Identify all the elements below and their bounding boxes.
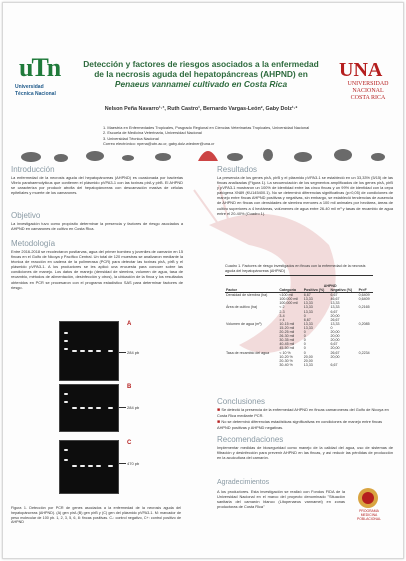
cat-silhouette-icon <box>371 153 385 161</box>
table-cell: 26-30 mil <box>279 334 295 339</box>
gel-c-bp: 470 pb <box>127 461 140 466</box>
figure-caption: Figura 1. Detección por PCR de genes asociados a la enfermedad de la necrosis aguda del hepatopáncreas (AHPND). (A) gen pirA (B) gen pirB y (C) gen del plásmido pVPA3-1. M: marcador de peso molecular de 100 pb. 1, 2, 3, 5, 6, 8: fincas positivas. C-: control negativo, C+: control positivo de AHPND <box>11 506 181 525</box>
recommendations-text: Implementar medidas de bioseguridad como manejo de la calidad del agua, uso de sistemas de filtración y desinfección para prevenir AHPND en las fincas, y así reducir las pérdidas de producción en la acuicultura del camarón. <box>217 445 393 461</box>
conclusion-text: No se determinó diferencias estadísticas significativas en condiciones de manejo entre fincas AHPND positivas y AHPND negativas. <box>217 419 383 431</box>
pig-silhouette-icon <box>54 154 68 162</box>
logo-text-line: POBLACIONAL <box>357 517 381 521</box>
una-logo-line1: UNIVERSIDAD <box>347 81 389 87</box>
gel-b-image <box>59 384 119 432</box>
table-cell: 0 <box>303 334 306 339</box>
table-cell: 20,00 <box>330 313 340 318</box>
table-cell: 13,33 <box>330 305 340 310</box>
table-cell: 0,6409 <box>358 297 370 302</box>
gel-band <box>88 465 93 467</box>
table-header-cell: Categoría <box>279 288 296 293</box>
table-cell: 0 <box>303 350 306 355</box>
title-line-1: Detección y factores de riesgos asociados a la enfermedad <box>83 59 319 69</box>
gel-b-label: B <box>127 384 132 390</box>
table-cell: 13,33 <box>303 301 313 306</box>
table-cell: 13,33 <box>303 325 313 330</box>
table-cell: Tasa de recambio del agua <box>226 350 270 355</box>
affiliation-email: Correo electrónico: npena@utn.ac.cr, gaby.dolz.wiedner@una.cr <box>103 140 215 146</box>
intro-text: La enfermedad de la necrosis aguda del hepatopáncreas (AHPND) es ocasionada por bacterias Vibrio parahaemolyticus que contienen el plásmido pVPA3-1 con las toxinas pirA y pirB. El AHPND se caracteriza por producir atrofia del hepatopáncreas con descamación masiva de células epiteliales y muerte de los camarones. <box>11 175 183 196</box>
table-cell: 10-15 mil <box>279 321 295 326</box>
table-cell: 20,00 <box>330 346 340 351</box>
gel-band <box>72 465 77 467</box>
table-cell: 100.000 mil <box>279 301 299 306</box>
gel-b-arrow <box>119 407 126 408</box>
gel-band <box>108 407 113 409</box>
gel-band <box>108 350 113 352</box>
authors: Nelson Peña Navarro¹·³, Ruth Castro¹, Bernardo Vargas-León², Gaby Dolz¹·² <box>104 106 298 112</box>
horse-silhouette-icon <box>86 151 104 161</box>
table-cell: 13,33 <box>330 301 340 306</box>
table-cell: 0 <box>303 313 306 318</box>
acknowledgments-text: A los productores. Esta investigación se realizó con Fondos FIDA de la Universidad Nacional en el marco del proyecto denominado "Situación sanitaria del camarón blanco (Litopenaeus vannamei) en zonas productoras de Costa Rica" <box>217 489 345 510</box>
table-cell: 20,00 <box>330 330 340 335</box>
title-line-2: de la necrosis aguda del hepatopáncreas (AHPND) en <box>94 69 308 79</box>
acknowledgments-heading: Agradecimientos <box>217 479 270 486</box>
table-cell: 40-45 mil <box>279 342 295 347</box>
gel-band <box>108 465 113 467</box>
table-cell: 13,33 <box>330 321 340 326</box>
table-cell: <100 mil <box>279 293 294 298</box>
table-header-cell: Pr>F <box>358 288 367 293</box>
table-cell: 2-3 <box>279 309 285 314</box>
gel-a-image <box>59 321 119 381</box>
table-cell: 6,67 <box>330 342 338 347</box>
gel-band <box>64 459 68 461</box>
table-cell: 0 <box>330 325 333 330</box>
table-cell: 6,67 <box>330 362 338 367</box>
results-text: La presencia de los genes pirA, pirB y el plásmido pVPA3-1 se estableció en un 33,33% (5/15) de las fincas analizadas (Figura 1). La secuenciación de los segmentos amplificados de los genes pirA, pirB y pVPA3-1 mostraron un 100% de identidad entre las cinco fincas y un 99% de identidad con la cepa patógena XN89 (KU145400.1). No se determinó diferencias significativas (p>0,05) de condiciones de manejo entre fincas AHPND positivas y negativas, sin embargo, se estableció tendencias de ausencia de AHPND en fincas con densidades de siembra menores a 100 mil animales por hectárea, áreas de cultivo superiores a 4 hectáreas, volúmenes de agua entre 26-40 mil m³ y tasas de recambio de agua entre el 20-40% (Cuadro 1). <box>217 175 393 216</box>
utn-logo-mark: uTn <box>19 53 60 82</box>
gel-band <box>88 407 93 409</box>
intro-heading: Introducción <box>11 165 55 174</box>
table-cell: 20-30 % <box>279 358 293 363</box>
goat-silhouette-icon <box>155 153 171 161</box>
gel-band <box>96 407 101 409</box>
table-cell: 0 <box>303 338 306 343</box>
gel-band <box>88 350 93 352</box>
table-cell: 0 <box>303 346 306 351</box>
gel-band <box>64 348 68 350</box>
medicina-poblacional-logo-text <box>348 509 390 521</box>
table-cell: 20,00 <box>303 354 313 359</box>
table-cell: < 2 <box>279 305 285 310</box>
table-cell: 30-40 % <box>279 362 293 367</box>
poster <box>2 2 404 559</box>
table-top-rule <box>225 275 373 276</box>
affiliation-1: 1. Maestría en Enfermedades Tropicales, Posgrado Regional en Ciencias Veterinarias Tropicales, Universidad Nacional <box>103 125 310 130</box>
table-header-cell: Positivo (%) <box>303 288 325 293</box>
utn-logo-line1: Universidad <box>15 84 44 90</box>
table-cell: 15-20 mil <box>279 325 295 330</box>
table-cell: 20-25 mil <box>279 330 295 335</box>
gel-band <box>72 350 77 352</box>
table-cell: 0,2165 <box>358 305 370 310</box>
table-cell: 0,2234 <box>358 350 370 355</box>
affiliation-3: 3. Universidad Técnica Nacional <box>103 135 159 141</box>
gel-band <box>96 350 101 352</box>
table-cell: Volumen de agua (m³) <box>226 321 262 326</box>
gel-band <box>64 449 68 451</box>
table-cell: Área de cultivo (ha) <box>226 305 258 310</box>
bullet-icon: ■ <box>217 419 222 425</box>
table-cell: 0,2085 <box>358 321 370 326</box>
gel-c-image <box>59 440 119 494</box>
method-text: Entre 2016-2018 se recolectaron postlarvas, agua del primer bombeo y juveniles de camarón en 15 fincas en el Golfo de Nicoya y Pacífico Central. Un total de 120 muestras se analizaron mediante la técnica de reacción en cadena de la polimerasa (PCR) para detectar las toxinas pirA, pirB y el plásmido pVPA3-1. A los productores se les aplicó una encuesta para conocer sobre las condiciones de manejo. Los datos de manejo (densidad de siembra, volumen de agua, tasa de recambio, métodos de alimentación, desinfección y otros), la ubicación de la finca y los resultados obtenidos en PCR se procesaron con el programa estadístico SAS para determinar factores de riesgo. <box>11 249 183 290</box>
table-cell: 13,33 <box>303 309 313 314</box>
table-cell <box>225 363 278 367</box>
gel-band <box>80 465 85 467</box>
una-logo <box>337 59 397 109</box>
dog-silhouette-icon <box>227 153 243 161</box>
table-header-cell: Negativo (%) <box>330 288 353 293</box>
table-cell: 0 <box>303 330 306 335</box>
conclusion-text: Se detectó la presencia de la enfermedad AHPND en fincas camaroneras del Golfo de Nicoya en Costa Rica mediante PCR. <box>217 407 389 419</box>
table-cell: 20,00 <box>330 334 340 339</box>
gel-band <box>96 465 101 467</box>
table-cell <box>358 363 373 367</box>
gel-band <box>64 332 68 334</box>
gel-band <box>64 393 68 395</box>
risk-factor-table <box>225 284 373 367</box>
table-cell: > 4 <box>279 317 285 322</box>
table-cell: 6,67 <box>330 309 338 314</box>
gel-band <box>80 350 85 352</box>
table-cell: 100.000 mil <box>279 297 299 302</box>
table-cell: 20,00 <box>330 338 340 343</box>
una-logo-line2: NACIONAL <box>352 88 384 94</box>
objective-heading: Objetivo <box>11 211 41 220</box>
affiliation-2: 2. Escuela de Medicina Veterinaria, Universidad Nacional <box>103 130 202 136</box>
table-group-header: AHPND <box>323 284 337 288</box>
table-cell: 26,67 <box>330 317 340 322</box>
medicina-poblacional-logo-icon <box>350 487 386 509</box>
animal-silhouettes <box>3 139 403 165</box>
method-heading: Metodología <box>11 239 56 248</box>
table-cell: 20,00 <box>330 354 340 359</box>
conclusion-item <box>217 419 393 430</box>
table-row <box>225 363 373 367</box>
recommendations-heading: Recomendaciones <box>217 435 284 444</box>
results-heading: Resultados <box>217 165 258 174</box>
logo-text-line: PROGRAMA <box>359 509 379 513</box>
gel-a-bp: 284 pb <box>127 350 140 355</box>
deer-silhouette-icon <box>334 149 352 161</box>
gel-band <box>64 340 68 342</box>
table-cell: 10-20 % <box>279 354 293 359</box>
utn-logo-line2: Técnica Nacional <box>15 91 56 97</box>
bullet-icon: ■ <box>217 407 222 413</box>
bird-silhouette-icon <box>263 149 273 161</box>
gel-c-arrow <box>119 463 126 464</box>
poster-title <box>67 59 335 89</box>
table-cell: 20,00 <box>303 358 313 363</box>
conclusions-heading: Conclusiones <box>217 397 266 406</box>
table-cell: 46,67 <box>330 297 340 302</box>
table-cell: 45-50 mil <box>279 346 295 351</box>
table-cell: 13,33 <box>303 321 313 326</box>
sheep-silhouette-icon <box>294 152 312 162</box>
fish-silhouette-icon <box>122 155 134 161</box>
cow-silhouette-icon <box>21 152 41 162</box>
table-cell: 0,6409 <box>358 293 370 298</box>
table-cell: 30-35 mil <box>279 338 295 343</box>
una-logo-line3: COSTA RICA <box>350 95 386 101</box>
gel-band <box>72 407 77 409</box>
table-cell: 26,67 <box>330 350 340 355</box>
gel-band <box>64 401 68 403</box>
table-body <box>225 293 373 367</box>
table-cell: < 10 % <box>279 350 291 355</box>
una-logo-mark: UNA <box>339 59 383 81</box>
heart-silhouette-icon <box>198 151 218 161</box>
conclusion-item <box>217 407 393 418</box>
gel-b-bp: 284 pb <box>127 405 140 410</box>
objective-text: La investigación tuvo como propósito determinar la presencia y factores de riesgo asociados a AHPND en camarones de cultivo en Costa Rica. <box>11 221 183 232</box>
table-cell: 6,67 <box>303 317 311 322</box>
title-line-3: Penaeus vannamei cultivado en Costa Rica <box>114 79 288 89</box>
table-cell: 13,33 <box>303 297 313 302</box>
gel-band <box>80 407 85 409</box>
table-cell: 6,67 <box>330 293 338 298</box>
table-cell: 13,33 <box>303 305 313 310</box>
table-cell: Densidad de siembra (ha) <box>226 293 268 298</box>
medicina-poblacional-logo <box>350 487 386 521</box>
utn-logo <box>15 53 59 109</box>
table-header-cell: Factor <box>226 288 237 293</box>
table-cell: 3-4 <box>279 313 285 318</box>
table-cell: 13,33 <box>303 362 313 367</box>
table-caption: Cuadro 1. Factores de riesgo investigados en fincas con la enfermedad de la necrosis aguda del hepatopáncreas (AHPND) <box>225 264 366 273</box>
gel-c-label: C <box>127 440 132 446</box>
table-cell: 0 <box>303 342 306 347</box>
logo-text-line: MEDICINA <box>360 513 378 517</box>
table-cell: 6,67 <box>303 293 311 298</box>
gel-a-arrow <box>119 352 126 353</box>
gel-a-label: A <box>127 321 132 327</box>
